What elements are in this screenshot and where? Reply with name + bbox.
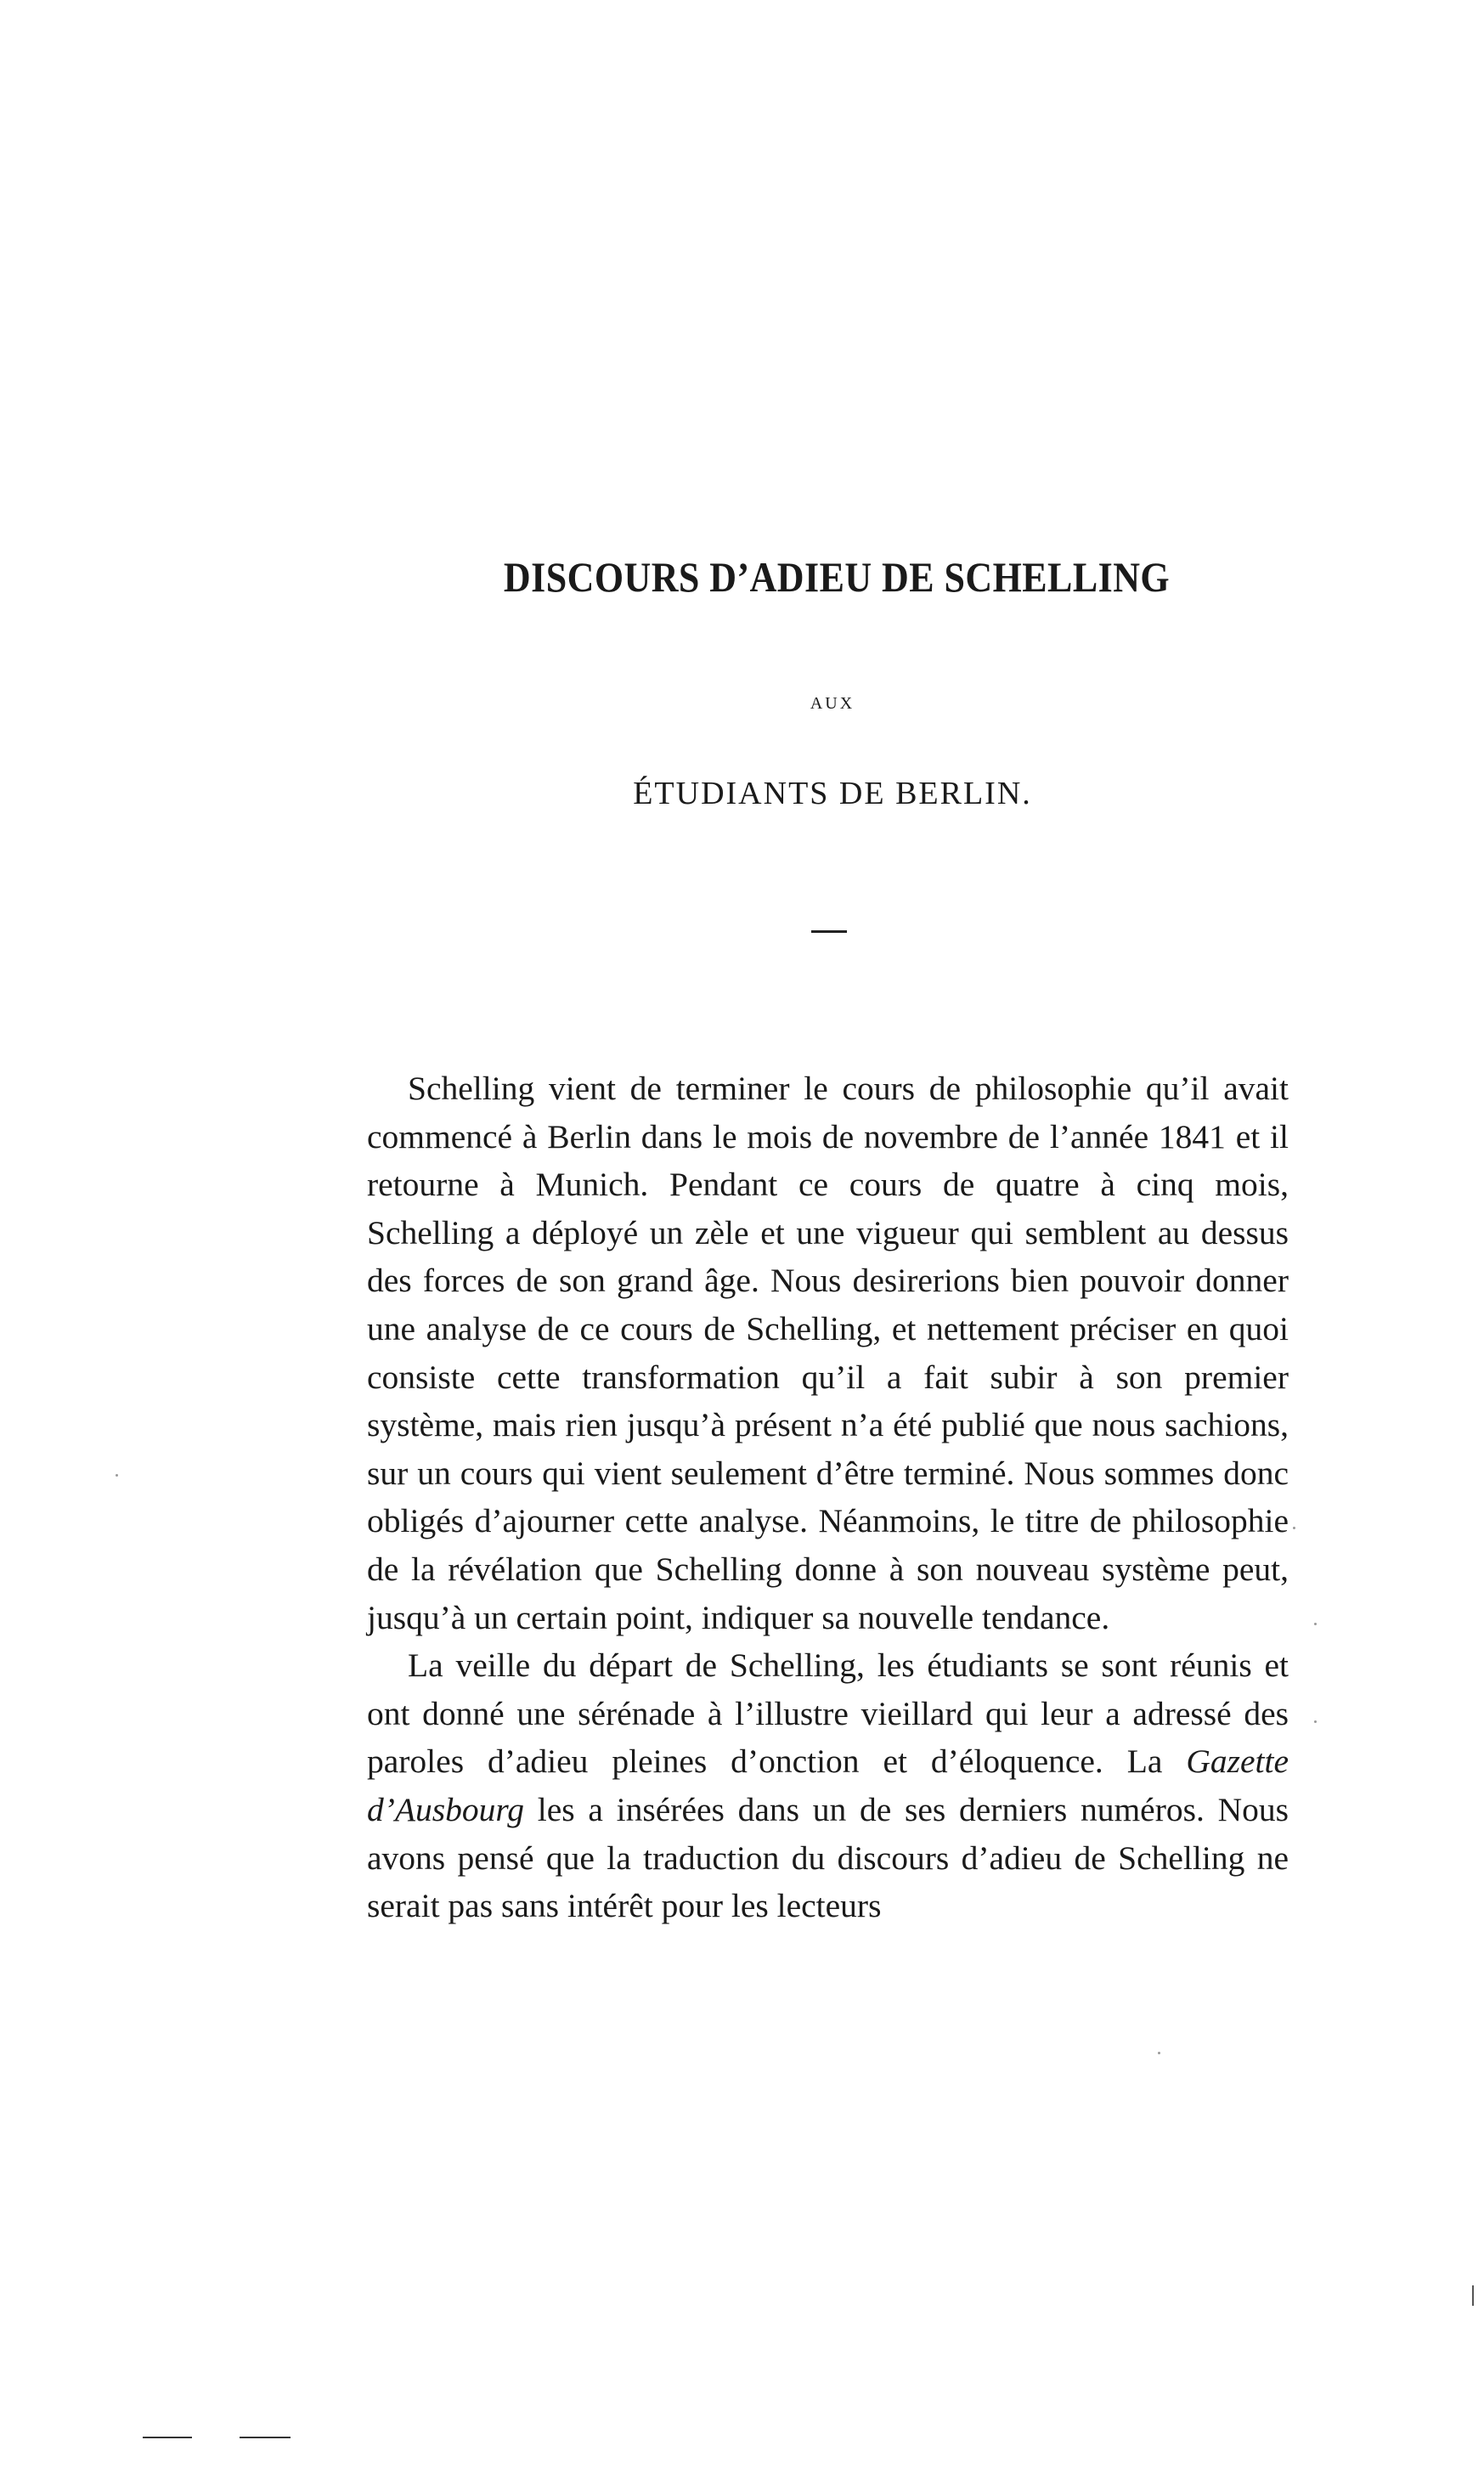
- edge-mark: [1472, 2285, 1474, 2306]
- body-text: [367, 1065, 1289, 1930]
- margin-speck: [1158, 2052, 1160, 2054]
- paragraph-2-italic-title: Gazette d’Ausbourg: [367, 1743, 1289, 1828]
- document-title: DISCOURS D’ADIEU DE SCHELLING: [503, 553, 1171, 601]
- document-subtitle: ÉTUDIANTS DE BERLIN.: [633, 776, 1032, 811]
- footer-rule-left: [143, 2437, 192, 2438]
- paragraph-1-text: Schelling vient de terminer le cours de philosophie qu’il avait commencé à Berlin dans le mois de novembre de l’année 1841 et il retourne à Munich. Pendant ce cours de quatre à cinq mois, Schelling a déployé un zèle et une vigueur qui semblent au dessus des forces de son grand âge. Nous desirerions bien pouvoir donner une analyse de ce cours de Schelling, et nettement préciser en quoi consiste cette transformation qu’il a fait subir à son premier système, mais rien jusqu’à présent n’a été publié que nous sachions, sur un cours qui vient seulement d’être terminé. Nous sommes donc obligés d’ajourner cette analyse. Néanmoins, le titre de philosophie de la révélation que Schelling donne à son nouveau système peut, jusqu’à un certain point, indiquer sa nouvelle tendance.: [367, 1070, 1289, 1636]
- footer-rule-right: [240, 2437, 291, 2438]
- margin-speck: [1293, 1527, 1295, 1529]
- margin-speck: [1314, 1623, 1317, 1625]
- margin-speck: [116, 1474, 118, 1477]
- paragraph-1: [367, 1065, 1289, 1641]
- margin-speck: [1314, 1720, 1317, 1723]
- title-connector: AUX: [810, 694, 855, 713]
- paragraph-2-text-start: La veille du départ de Schelling, les étudiants se sont réunis et ont donné une sérénade à l’illustre vieillard qui leur a adressé des paroles d’adieu pleines d’onction et d’éloquence. La: [367, 1647, 1289, 1781]
- paragraph-2: [367, 1641, 1289, 1930]
- separator-rule: [811, 930, 847, 933]
- paragraph-2-text-end: les a insérées dans un de ses derniers numéros. Nous avons pensé que la traduction du discours d’adieu de Schelling ne serait pas sans intérêt pour les lecteurs: [367, 1790, 1289, 1925]
